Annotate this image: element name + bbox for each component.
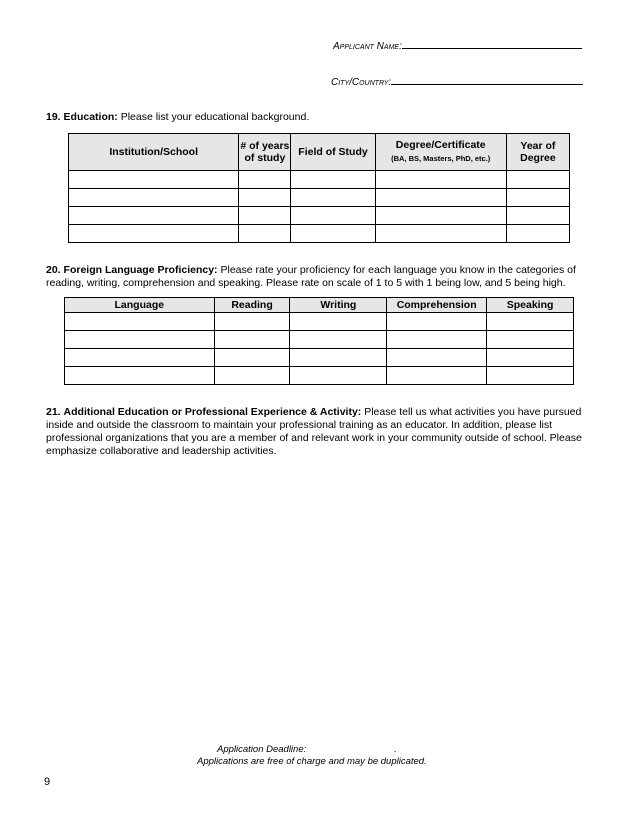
- education-col-institution: Institution/School: [69, 134, 239, 171]
- table-cell[interactable]: [214, 331, 290, 349]
- language-col-writing: Writing: [290, 298, 387, 313]
- table-cell[interactable]: [506, 189, 569, 207]
- table-row: [65, 349, 574, 367]
- table-cell[interactable]: [487, 349, 574, 367]
- table-cell[interactable]: [506, 207, 569, 225]
- table-cell[interactable]: [214, 367, 290, 385]
- table-cell[interactable]: [291, 207, 375, 225]
- education-number: 19.: [46, 111, 61, 123]
- deadline-value: .: [394, 744, 397, 755]
- language-table: [64, 297, 574, 385]
- city-country-label: City/Country:: [331, 77, 392, 88]
- table-cell[interactable]: [387, 367, 487, 385]
- applicant-name-input[interactable]: [402, 38, 582, 49]
- table-cell[interactable]: [214, 313, 290, 331]
- application-deadline: [217, 744, 397, 755]
- deadline-label: Application Deadline:: [217, 744, 307, 755]
- table-cell[interactable]: [239, 171, 291, 189]
- table-cell[interactable]: [65, 331, 215, 349]
- table-row: [65, 331, 574, 349]
- table-cell[interactable]: [387, 313, 487, 331]
- table-cell[interactable]: [506, 225, 569, 243]
- table-row: [65, 313, 574, 331]
- table-cell[interactable]: [290, 349, 387, 367]
- table-cell[interactable]: [375, 207, 506, 225]
- table-cell[interactable]: [69, 171, 239, 189]
- table-cell[interactable]: [65, 349, 215, 367]
- table-cell[interactable]: [290, 331, 387, 349]
- applicant-name-field: [333, 38, 582, 52]
- language-col-comprehension: Comprehension: [387, 298, 487, 313]
- table-row: [69, 189, 570, 207]
- education-table: [68, 133, 570, 243]
- footer-note: Applications are free of charge and may be duplicated.: [197, 756, 427, 767]
- table-cell[interactable]: [214, 349, 290, 367]
- applicant-name-label: Applicant Name:: [333, 41, 402, 52]
- table-cell[interactable]: [487, 367, 574, 385]
- table-row: [65, 367, 574, 385]
- table-cell[interactable]: [506, 171, 569, 189]
- education-col-year: Year of Degree: [506, 134, 569, 171]
- additional-prompt: Please tell us what activities you have pursued inside and outside the classroom to maintain your professional training as an educator. In addition, please list professional organizations that you are a member of and relevant work in your community outside of school. Please emphasize collaborative and leadership activities.: [46, 406, 582, 457]
- language-prompt: Please rate your proficiency for each language you know in the categories of reading, writing, comprehension and speaking. Please rate on scale of 1 to 5 with 1 being low, and 5 being high.: [46, 264, 576, 289]
- language-col-speaking: Speaking: [487, 298, 574, 313]
- additional-section-title: [46, 406, 591, 458]
- education-prompt: Please list your educational background.: [117, 111, 310, 123]
- table-row: [69, 225, 570, 243]
- table-cell[interactable]: [375, 171, 506, 189]
- table-cell[interactable]: [239, 225, 291, 243]
- table-cell[interactable]: [69, 189, 239, 207]
- table-cell[interactable]: [65, 367, 215, 385]
- table-row: [69, 207, 570, 225]
- table-cell[interactable]: [65, 313, 215, 331]
- table-cell[interactable]: [291, 225, 375, 243]
- table-cell[interactable]: [290, 367, 387, 385]
- education-col-years: # of years of study: [239, 134, 291, 171]
- language-col-reading: Reading: [214, 298, 290, 313]
- language-col-language: Language: [65, 298, 215, 313]
- table-cell[interactable]: [239, 207, 291, 225]
- language-heading: Foreign Language Proficiency:: [63, 264, 218, 276]
- table-cell[interactable]: [387, 349, 487, 367]
- table-row: [69, 171, 570, 189]
- table-cell[interactable]: [69, 225, 239, 243]
- table-cell[interactable]: [239, 189, 291, 207]
- city-country-input[interactable]: [391, 74, 583, 85]
- table-cell[interactable]: [291, 171, 375, 189]
- additional-heading: Additional Education or Professional Experience & Activity:: [63, 406, 362, 418]
- table-cell[interactable]: [291, 189, 375, 207]
- table-cell[interactable]: [69, 207, 239, 225]
- table-cell[interactable]: [487, 331, 574, 349]
- table-cell[interactable]: [375, 189, 506, 207]
- page-number: 9: [44, 776, 51, 788]
- education-col-field: Field of Study: [291, 134, 375, 171]
- language-number: 20.: [46, 264, 61, 276]
- education-section-title: [46, 111, 606, 124]
- language-section-title: [46, 264, 591, 290]
- table-cell[interactable]: [290, 313, 387, 331]
- table-cell[interactable]: [487, 313, 574, 331]
- education-col-degree: Degree/Certificate (BA, BS, Masters, PhD, etc.): [375, 134, 506, 171]
- additional-number: 21.: [46, 406, 61, 418]
- education-heading: Education:: [63, 111, 118, 123]
- table-cell[interactable]: [387, 331, 487, 349]
- additional-response-area[interactable]: [46, 462, 591, 732]
- table-cell[interactable]: [375, 225, 506, 243]
- city-country-field: [331, 74, 583, 88]
